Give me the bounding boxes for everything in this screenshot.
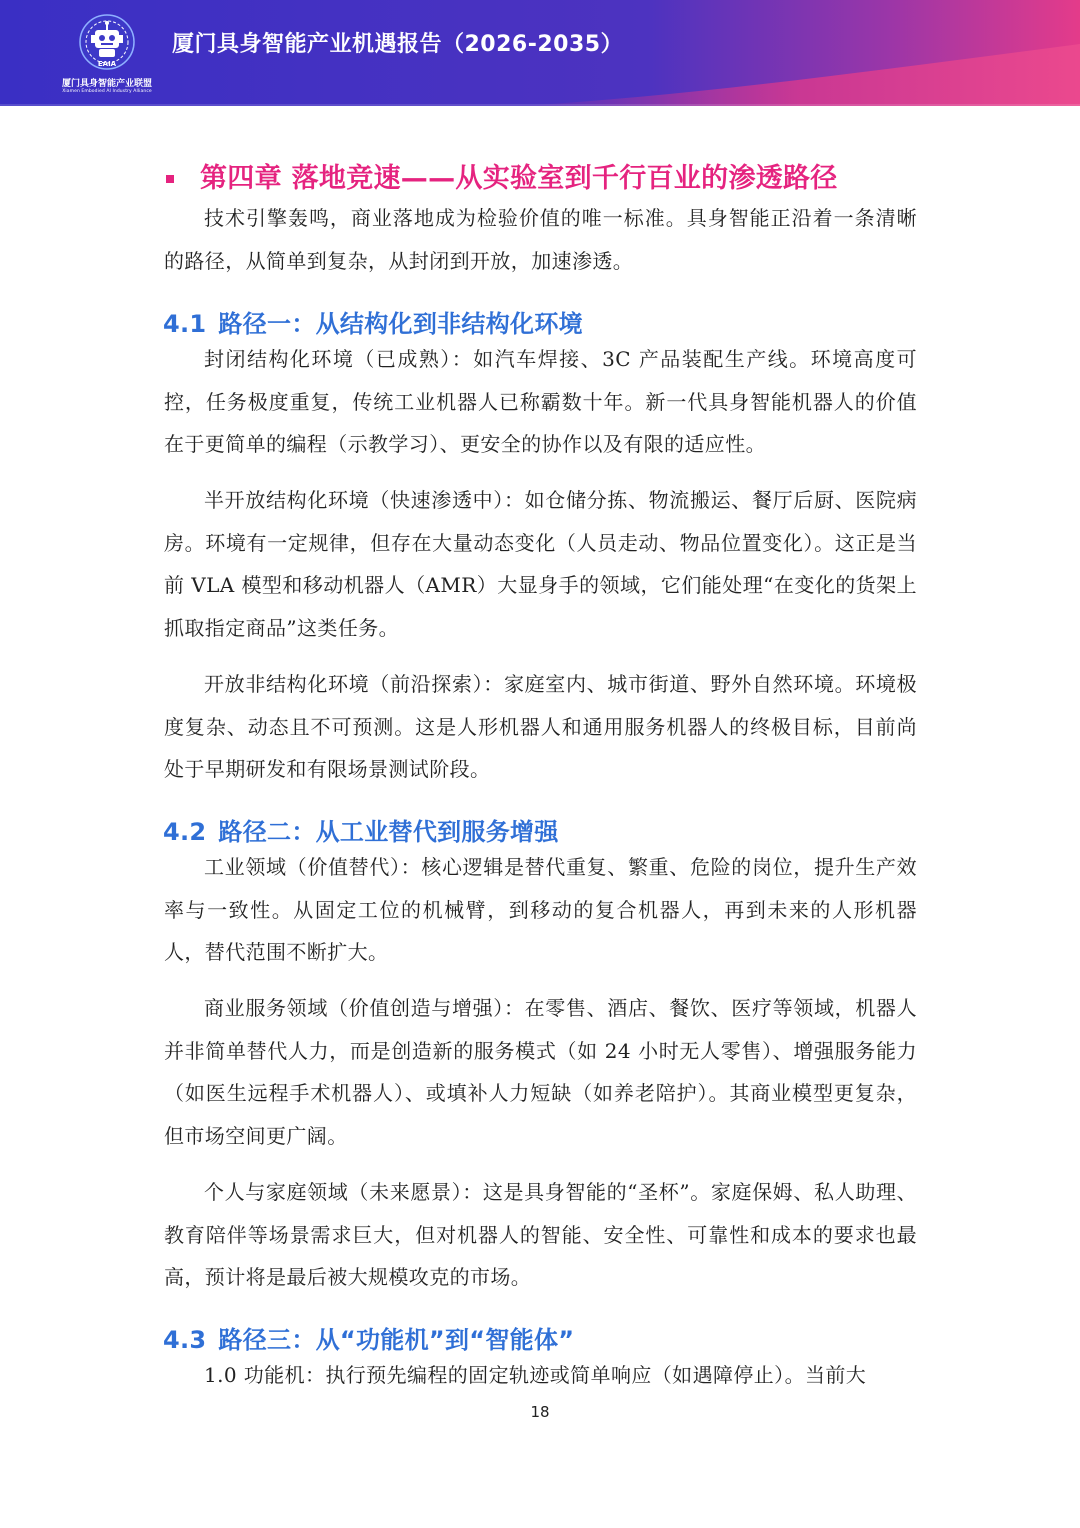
- section-heading-4-1: [163, 304, 583, 339]
- paragraph: 商业服务领域（价值创造与增强）：在零售、酒店、餐饮、医疗等领域，机器人并非简单替代人力，而是创造新的服务模式（如 24 小时无人零售）、增强服务能力（如医生远程手术机器人）、或填补人力短缺（如养老陪护）。其商业模型更复杂，但市场空间更广阔。: [164, 996, 917, 1148]
- logo-caption-chinese: 厦门具身智能产业联盟: [62, 79, 153, 89]
- page-header: [0, 0, 1080, 106]
- paragraph: 1.0 功能机：执行预先编程的固定轨迹或简单响应（如遇障停止）。当前大: [204, 1363, 867, 1387]
- section-title: 路径三：从“功能机”到“智能体”: [218, 1326, 575, 1354]
- square-bullet-icon: [166, 175, 174, 183]
- report-title: 厦门具身智能产业机遇报告（2026-2035）: [172, 32, 624, 57]
- paragraph: 封闭结构化环境（已成熟）：如汽车焊接、3C 产品装配生产线。环境高度可控，任务极度重复，传统工业机器人已称霸数十年。新一代具身智能机器人的价值在于更简单的编程（示教学习）、更安全的协作以及有限的适应性。: [164, 347, 917, 456]
- logo-caption-english: Xiamen Embodied AI Industry Alliance: [62, 89, 152, 94]
- paragraph: 开放非结构化环境（前沿探索）：家庭室内、城市街道、野外自然环境。环境极度复杂、动态且不可预测。这是人形机器人和通用服务机器人的终极目标，目前尚处于早期研发和有限场景测试阶段。: [164, 672, 917, 781]
- paragraph: 半开放结构化环境（快速渗透中）：如仓储分拣、物流搬运、餐厅后厨、医院病房。环境有一定规律，但存在大量动态变化（人员走动、物品位置变化）。这正是当前 VLA 模型和移动机器人（AMR）大显身手的领域，它们能处理“在变化的货架上抓取指定商品”这类任务。: [164, 488, 917, 640]
- section-number: 4.2: [163, 818, 207, 846]
- paragraph: 个人与家庭领域（未来愿景）：这是具身智能的“圣杯”。家庭保姆、私人助理、教育陪伴等场景需求巨大，但对机器人的智能、安全性、可靠性和成本的要求也最高，预计将是最后被大规模攻克的市场。: [164, 1180, 917, 1289]
- chapter-title: 第四章 落地竞速——从实验室到千行百业的渗透路径: [200, 163, 838, 194]
- svg-text:EAIA: EAIA: [97, 60, 117, 68]
- intro-paragraph: 技术引擎轰鸣，商业落地成为检验价值的唯一标准。具身智能正沿着一条清晰的路径，从简单到复杂，从封闭到开放，加速渗透。: [164, 206, 917, 273]
- section-heading-4-3: [163, 1320, 574, 1355]
- chapter-heading: [166, 156, 838, 195]
- section-title: 路径二：从工业替代到服务增强: [218, 818, 559, 846]
- section-number: 4.3: [163, 1326, 207, 1354]
- paragraph: 工业领域（价值替代）：核心逻辑是替代重复、繁重、危险的岗位，提升生产效率与一致性。从固定工位的机械臂，到移动的复合机器人，再到未来的人形机器人，替代范围不断扩大。: [164, 855, 917, 964]
- section-number: 4.1: [163, 310, 207, 338]
- robot-logo-icon: [62, 8, 152, 76]
- section-title: 路径一：从结构化到非结构化环境: [218, 310, 583, 338]
- section-heading-4-2: [163, 812, 559, 847]
- alliance-logo: [62, 8, 152, 104]
- page-number: 18: [530, 1403, 550, 1421]
